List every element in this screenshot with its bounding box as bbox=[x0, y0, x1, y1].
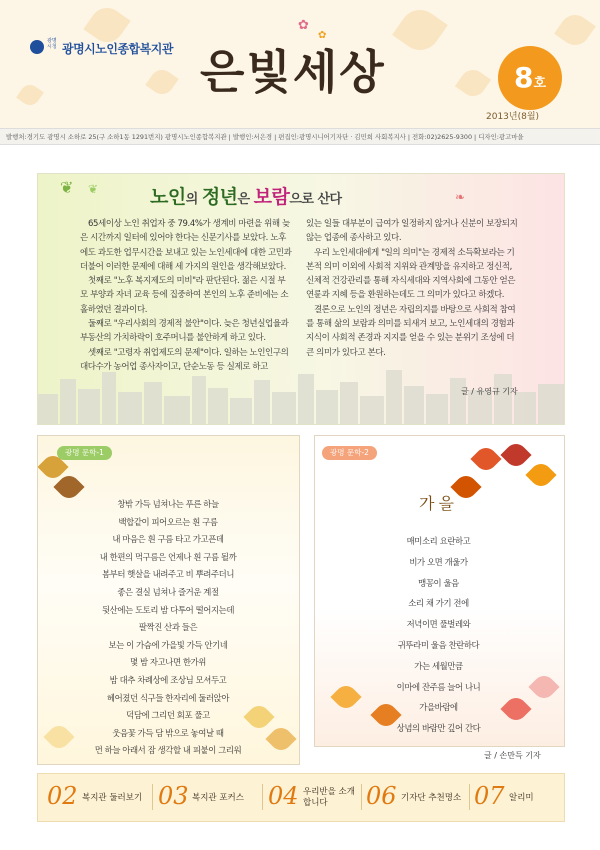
feature-paragraph: 우리 노인세대에게 "일의 의미"는 경제적 소득확보라는 기본적 의미 이외에 사회적 지위와 관계망을 유지하고 정신적, 신체적 건강관리를 통해 자식세대와 지역사회에 그동안 얻은 연륜과 지혜 등을 환원하는데도 그 의미가 있다고 하겠다. bbox=[306, 247, 516, 301]
poem-line: 비가 오면 개울가 bbox=[409, 556, 468, 567]
poem-line: 내 마음은 흰 구름 타고 가고픈데 bbox=[112, 534, 224, 545]
poem-line: 좋은 결실 넘쳐나 즐거운 계절 bbox=[117, 586, 219, 597]
toc-divider bbox=[262, 784, 263, 810]
poem-2-tag: 광명 문학-2 bbox=[322, 446, 377, 460]
leaf-decoration bbox=[554, 9, 596, 51]
toc-page-number: 07 bbox=[474, 782, 505, 810]
poem-line: 밤 대추 차례상에 조상님 모셔두고 bbox=[109, 674, 227, 685]
poem-line: 뒷산에는 도토리 밤 다투어 떨어지는데 bbox=[101, 604, 235, 615]
poem-line: 내 한편의 먹구름은 언제나 흰 구름 될까 bbox=[99, 551, 237, 562]
issue-suffix: 호 bbox=[533, 76, 547, 91]
poem-line: 맹꽁이 울음 bbox=[418, 577, 459, 588]
org-name: 광명시노인종합복지관 bbox=[62, 42, 173, 56]
toc-item-label[interactable]: 복지관 둘러보기 bbox=[82, 793, 143, 803]
poem-line: 먼 하늘 아래서 잠 생각할 내 피붙이 그리워 bbox=[94, 745, 242, 756]
poem-line: 가을바람에 bbox=[419, 702, 458, 713]
toc-page-number: 04 bbox=[268, 782, 299, 810]
poem-line: 매미소리 요란하고 bbox=[406, 536, 471, 546]
poem-line: 보는 이 가슴에 가을빛 가득 안기네 bbox=[108, 639, 228, 650]
issue-date: 2013년(8월) bbox=[486, 112, 540, 122]
maple-leaf-decoration bbox=[525, 459, 556, 490]
masthead-title: 은빛세상 bbox=[200, 45, 386, 99]
toc-item-label[interactable]: 우리반을 소개합니다 bbox=[303, 787, 355, 808]
poem-line: 가는 세월만큼 bbox=[414, 660, 463, 671]
toc-item-label[interactable]: 복지관 포커스 bbox=[192, 793, 244, 803]
poem-line: 팔짝진 산과 들은 bbox=[138, 622, 198, 633]
poem-line: 백합같이 피어오르는 흰 구름 bbox=[118, 516, 218, 527]
feature-title-word: 정년 bbox=[201, 186, 238, 208]
publication-info-bar: 발행처:경기도 광명시 소하로 25(구 소하1동 1291번지) 광명시노인종합복지관 | 발행인:서은경 | 편집인:광명시니어기자단 · 김민희 사회복지사 | 전화:02)2625-9300 | 디자인:광고마을 bbox=[0, 128, 600, 145]
maple-leaf-decoration bbox=[500, 439, 531, 470]
feature-paragraph: 결론으로 노인의 정년은 자립의지를 바탕으로 사회적 참여를 통해 삶의 보람과 의미를 되새겨 보고, 노인세대의 경험과 지식이 사회적 존경과 지지를 얻을 수 있는 분위기 조성에 더 큰 의미가 있다고 본다. bbox=[306, 304, 516, 358]
leaf-icon: ❧ bbox=[455, 190, 466, 204]
flower-icon: ✿ bbox=[318, 30, 327, 41]
leaf-decoration bbox=[145, 65, 178, 98]
feature-byline: 글 / 유영규 기자 bbox=[461, 387, 518, 396]
feature-paragraph: 첫째로 "노후 복지제도의 미비"라 판단된다. 젊은 시절 부모 부양과 자녀 교육 등에 집중하여 본인의 노후 준비에는 소홀하였던 결과이다. bbox=[80, 276, 289, 315]
feature-title-particle: 으로 산다 bbox=[289, 192, 342, 207]
poem-line: 웃음꽃 가득 담 밖으로 놓여날 때 bbox=[112, 727, 224, 738]
poem-1-tag: 광명 문학-1 bbox=[57, 446, 112, 460]
sprout-icon: ❦ bbox=[60, 178, 74, 197]
issue-number: 8 bbox=[513, 61, 534, 94]
poem-2-body bbox=[314, 531, 563, 739]
feature-title-word: 노인 bbox=[150, 186, 186, 208]
feature-paragraph: 둘째로 "우리사회의 경제적 불안"이다. 늦은 청년실업율과 부동산의 가치하락이 호주머니를 불안하게 하고 있다. bbox=[80, 319, 289, 344]
poem-2-byline: 글 / 손만득 기자 bbox=[484, 751, 541, 760]
leaf-decoration bbox=[16, 81, 44, 109]
toc-item-label[interactable]: 알리미 bbox=[509, 793, 534, 803]
feature-paragraph: 셋째로 "고령자 취업제도의 문제"이다. 일하는 노인인구의 대다수가 농어업 종사자이고, 단순노동 등 실제로 하고 bbox=[80, 347, 289, 372]
poem-line: 이마에 잔주름 늘어 나니 bbox=[396, 681, 481, 692]
poem-line: 저녁이면 풀벌레와 bbox=[406, 619, 471, 630]
org-small-label: 광명 시청 bbox=[47, 38, 57, 50]
poem-2-title: 가을 bbox=[419, 494, 458, 513]
toc-item-label[interactable]: 기자단 추천명소 bbox=[401, 793, 462, 803]
feature-paragraph: 있는 일들 대부분이 급여가 일정하지 않거나 신분이 보장되지 않는 업종에 종사하고 있다. bbox=[306, 219, 518, 244]
toc-divider bbox=[361, 784, 362, 810]
org-logo-icon bbox=[30, 40, 44, 54]
sprout-icon: ❦ bbox=[88, 182, 99, 196]
poem-line: 덕담에 그리던 회포 풀고 bbox=[126, 710, 210, 721]
issue-badge bbox=[498, 46, 562, 110]
feature-title-particle: 은 bbox=[237, 192, 254, 207]
toc-divider bbox=[152, 784, 153, 810]
poem-line: 봄부터 햇살을 내려주고 비 뿌려주더니 bbox=[101, 569, 235, 580]
toc-page-number: 06 bbox=[366, 782, 397, 810]
toc-page-number: 02 bbox=[47, 782, 78, 810]
toc-page-number: 03 bbox=[158, 782, 189, 810]
feature-title-particle: 의 bbox=[185, 192, 202, 207]
leaf-decoration bbox=[392, 2, 448, 58]
poem-line: 몇 밤 자고나면 한가위 bbox=[130, 657, 206, 668]
toc-divider bbox=[469, 784, 470, 810]
poem-line: 창밖 가득 넘쳐나는 푸른 하늘 bbox=[117, 499, 219, 509]
flower-icon: ✿ bbox=[298, 18, 309, 33]
maple-leaf-decoration bbox=[470, 443, 501, 474]
poem-line: 소리 채 가기 전에 bbox=[408, 598, 469, 609]
feature-paragraph: 65세이상 노인 취업자 중 79.4%가 생계비 마련을 위해 늦은 시간까지 일터에 있어야 한다는 신문기사를 보았다. 노후에도 과도한 업무시간을 보내고 있는 노인세대에 대한 고민과 더불어 이러한 문제에 대해 세 가지의 원인을 생각해보았다. bbox=[80, 219, 292, 272]
poem-line: 귀뚜라미 울음 찬란하다 bbox=[397, 639, 480, 650]
feature-column-right bbox=[306, 217, 520, 360]
poem-line: 상념의 바람만 깊어 간다 bbox=[396, 723, 481, 734]
leaf-decoration bbox=[455, 65, 491, 101]
poem-line: 헤어졌던 식구들 한자리에 둘러앉아 bbox=[106, 692, 230, 703]
feature-column-left bbox=[80, 217, 292, 374]
poem-1-body bbox=[40, 496, 296, 760]
feature-title bbox=[150, 182, 342, 209]
feature-title-word: 보람 bbox=[253, 186, 290, 208]
